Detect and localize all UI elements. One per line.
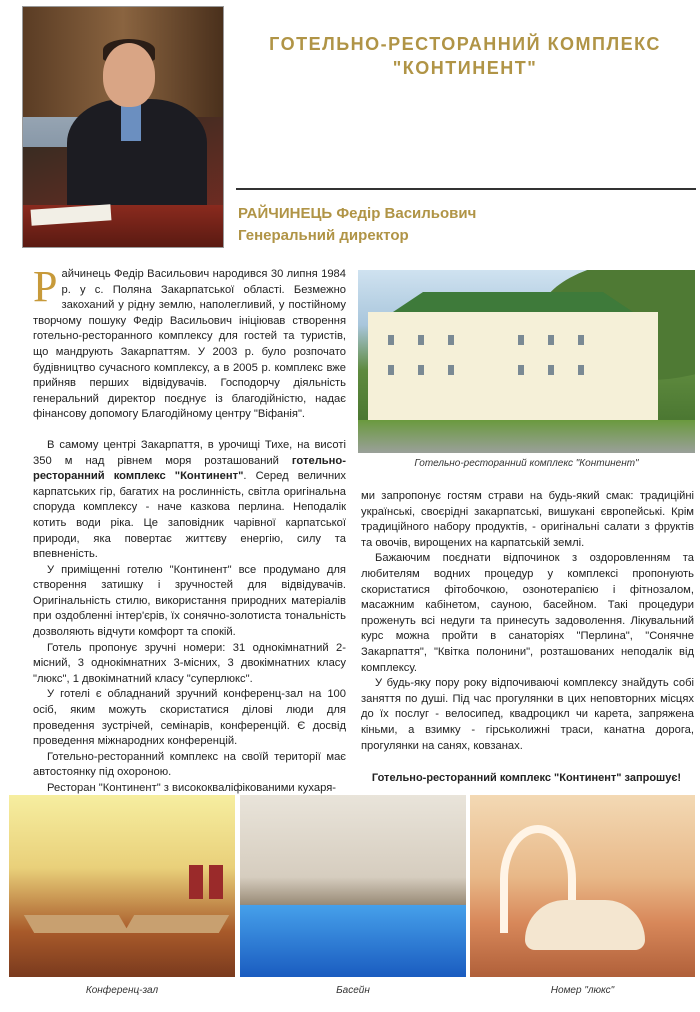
conference-hall-photo	[9, 795, 235, 977]
pool-caption: Басейн	[336, 985, 370, 996]
paragraph-location-text-a: В самому центрі Закарпаття, в урочищі Тихе, на висоті 350 м над рівнем моря розташований	[33, 438, 346, 467]
director-portrait	[22, 6, 224, 248]
title-line-1: ГОТЕЛЬНО-РЕСТОРАННИЙ КОМПЛЕКС	[269, 34, 661, 54]
conference-hall-caption: Конференц-зал	[85, 985, 159, 996]
paragraph-location	[33, 438, 346, 563]
page-title	[240, 32, 690, 80]
paragraph-leisure: У будь-яку пору року відпочиваючі комплексу знайдуть собі заняття по душі. Під час прогулянки в цих неповторних місцях до їх послуг - велосипед, квадроцикл чи карета, запряжена кіньми, а взимку - гірськолижні траси, канатна дорога, прогулянки на санях, ковзанах.	[361, 677, 694, 752]
paragraph-bio	[33, 262, 346, 423]
hotel-photo	[358, 270, 695, 453]
invitation-heading: Готельно-ресторанний комплекс "Континент" запрошує!	[371, 772, 682, 784]
paragraph-bio-text: айчинець Федір Васильович народився 30 липня 1984 р. у с. Поляна Закарпатської області. Безмежно закоханий у рідну землю, наполегливий, у постійному творчому пошуку Федір Васильович ініціював створення готельно-ресторанного комплексу для гостей та туристів, що мандрують Закарпаттям. У 2003 р. було розпочато будівництво сучасного комплексу, а в 2005 р. комплекс вже прийняв перших відвідувачів. Господорчу діяльність генеральний директор поєднує із благодійністю, надає фінансову допомогу Благодійному центру "Віфанія".	[33, 268, 346, 421]
header-divider	[236, 188, 696, 190]
paragraph-wellness: Бажаючим поєднати відпочинок з оздоровленням та любителям водних процедур у комплексі пропонують скористатися фітобочкою, озонотерапією і фітнозалом, масажним кабінетом, сауною, басейном. Такі процедури проженуть всі недуги та принесуть задоволення. Лікувальний курс можна пройти в санаторіях "Перлина", "Сонячне Закарпаття", "Квітка полонини", розташованих неподалік від комплексу.	[361, 552, 694, 674]
suite-caption: Номер "люкс"	[550, 985, 615, 996]
paragraph-location-text-b: . Серед величних карпатських гір, багатих на рослинність, світла оригінальна споруда комплексу - наче казкова перлина. Неподалік котить води ріка. Це заповідник чарівної карпатської природи, яка повертає життєву енергію, силу та впевненість.	[33, 470, 346, 561]
paragraph-restaurant: ми запропонує гостям страви на будь-який смак: традиційні українські, своєрідні закарпатські, вишукані європейські. Крім традиційного набору продуктів, - оригінальні салати з фруктів та овочів, вирощених на карпатській землі.	[361, 490, 694, 549]
pool-photo	[240, 795, 466, 977]
suite-photo	[470, 795, 695, 977]
director-title: Генеральний директор	[238, 227, 409, 244]
paragraph-parking: Готельно-ресторанний комплекс на своїй території має автостоянку під охороною.	[33, 750, 346, 779]
director-name: РАЙЧИНЕЦЬ Федір Васильович	[238, 205, 477, 222]
paragraph-rooms: Готель пропонує зручні номери: 31 однокімнатний 2-місний, 3 однокімнатних 3-місних, 3 двокімнатних класу "люкс", 1 двокімнатний класу "суперлюкс".	[33, 641, 346, 685]
paragraph-interior: У приміщенні готелю "Континент" все продумано для створення затишку і зручностей для відвідувачів. Оригінальність стилю, використання природних матеріалів при оздобленні інтер'єрів, їх сонячно-золотиста тональність дозволяють відчути комфорт та спокій.	[33, 563, 346, 639]
title-line-2: "КОНТИНЕНТ"	[392, 58, 538, 78]
hotel-photo-caption: Готельно-ресторанний комплекс "Континент"	[414, 458, 639, 469]
drop-cap: Р	[33, 262, 58, 311]
article-column-right	[361, 489, 694, 754]
article-column-left	[33, 262, 346, 797]
paragraph-conference: У готелі є обладнаний зручний конференц-зал на 100 осіб, яким можуть скористатися ділові люди для проведення зустрічей, семінарів, конференцій. Є досвід проведення міжнародних конференцій.	[33, 688, 346, 748]
complex-name-bold: готельно-ресторанний комплекс "Континент"	[33, 454, 346, 483]
paragraph-restaurant-start: Ресторан "Континент" з висококваліфікованими кухаря-	[47, 782, 336, 794]
